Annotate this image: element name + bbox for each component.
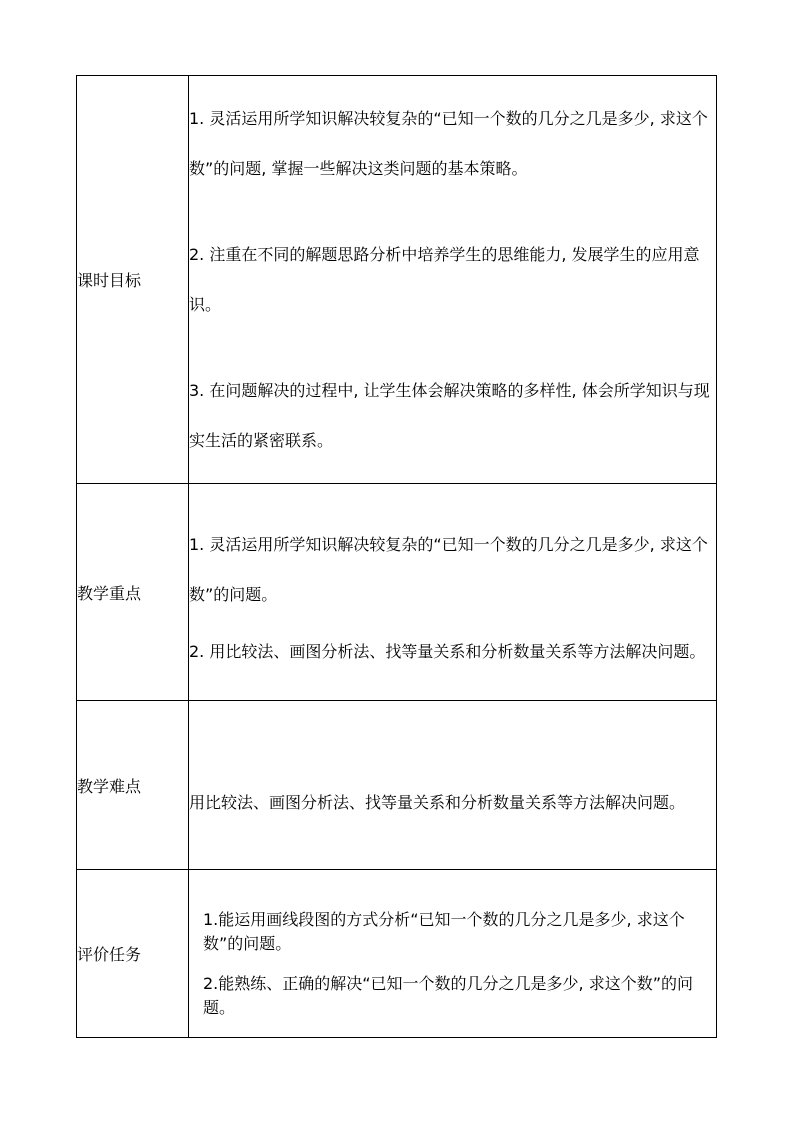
- difficulties-cell: [189, 701, 717, 870]
- row-label-difficulties: 教学难点: [77, 701, 189, 870]
- key-points-cell: [189, 484, 717, 701]
- evaluation-cell: [189, 870, 717, 1038]
- table-row: [77, 870, 717, 1038]
- evaluation-item-2: 2.能熟练、正确的解决“已知一个数的几分之几是多少, 求这个数”的问题。: [203, 973, 694, 1017]
- lesson-plan-table: [76, 75, 717, 1038]
- key-point-item-2: 2. 用比较法、画图分析法、找等量关系和分析数量关系等方法解决问题。: [189, 642, 706, 661]
- row-label-evaluation: 评价任务: [77, 870, 189, 1038]
- table-row: [77, 76, 717, 484]
- objective-item-2: 2. 注重在不同的解题思路分析中培养学生的思维能力, 发展学生的应用意识。: [189, 244, 700, 314]
- objectives-cell: [189, 76, 717, 484]
- evaluation-item-1: 1.能运用画线段图的方式分析“已知一个数的几分之几是多少, 求这个数”的问题。: [203, 909, 685, 953]
- objective-item-1: 1. 灵活运用所学知识解决较复杂的“已知一个数的几分之几是多少, 求这个数”的问题, 掌握一些解决这类问题的基本策略。: [189, 108, 708, 178]
- table-row: [77, 484, 717, 701]
- difficulty-item-1: 用比较法、画图分析法、找等量关系和分析数量关系等方法解决问题。: [189, 793, 686, 812]
- key-point-item-1: 1. 灵活运用所学知识解决较复杂的“已知一个数的几分之几是多少, 求这个数”的问题。: [189, 535, 708, 604]
- objective-item-3: 3. 在问题解决的过程中, 让学生体会解决策略的多样性, 体会所学知识与现实生活的紧密联系。: [189, 380, 710, 450]
- row-label-key-points: 教学重点: [77, 484, 189, 701]
- row-label-objectives: 课时目标: [77, 76, 189, 484]
- table-row: [77, 701, 717, 870]
